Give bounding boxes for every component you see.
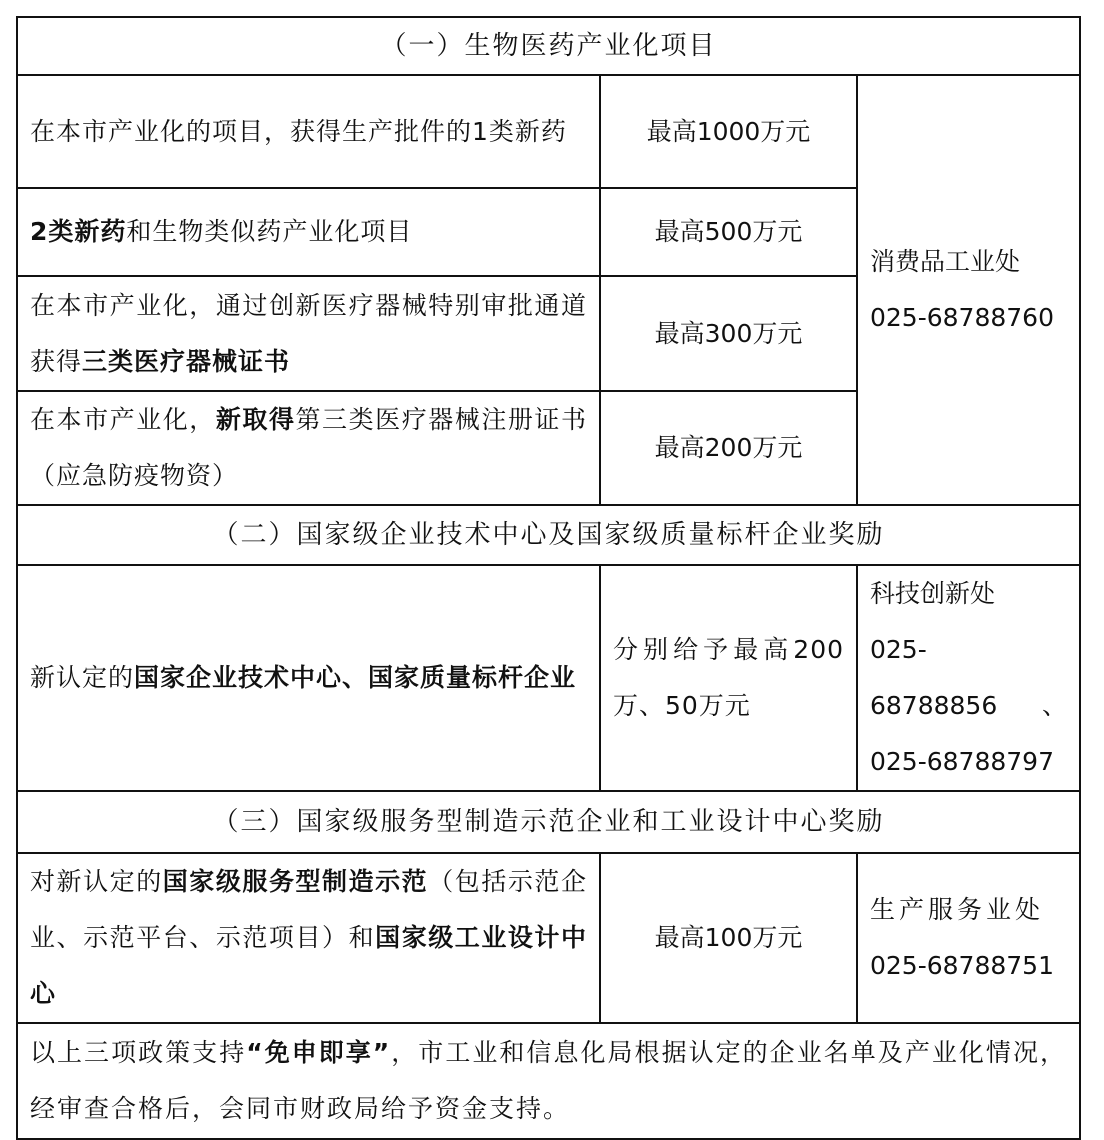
contact-phone: 025-68788797 (870, 747, 1054, 776)
section-2-row-1-amount: 分别给予最高200万、50万元 (600, 565, 857, 791)
policy-table (16, 16, 1081, 1140)
text-segment: 以上三项政策支持 (30, 1038, 247, 1067)
contact-separator: 、 (1041, 691, 1067, 720)
text-segment: 和生物类似药产业化项目 (126, 217, 413, 246)
text-segment: 在本市产业化的项目，获得生产批件的1类新药 (30, 116, 567, 146)
text-segment: 2类新药 (30, 217, 127, 246)
section-1-contact (857, 75, 1080, 505)
contact-phone: 025-68788760 (870, 303, 1054, 332)
text-segment: 国家企业技术中心、国家质量标杆企业 (134, 663, 577, 692)
section-1-row-3-desc (17, 276, 600, 391)
contact-phone: 025-68788751 (870, 951, 1054, 980)
text-segment: 在本市产业化，通过创新医疗器械特别审批通道获得 (30, 290, 587, 376)
section-3-row-1-desc (17, 853, 600, 1023)
section-1-row-1-desc (17, 75, 600, 188)
text-segment: 国家级服务型制造示范 (162, 867, 429, 896)
text-segment: 三类医疗器械证书 (82, 346, 291, 376)
contact-dept: 消费品工业处 (870, 247, 1021, 276)
section-2-contact (857, 565, 1080, 791)
footer-note (17, 1023, 1080, 1139)
text-segment: 新取得 (215, 405, 296, 434)
text-segment: 第三类医疗器械注册证书（应急防疫物资） (30, 405, 587, 490)
text-segment: 对新认定的 (30, 867, 163, 896)
section-3-row-1-amount: 最高100万元 (600, 853, 857, 1023)
section-1-title: （一）生物医药产业化项目 (17, 17, 1080, 75)
text-segment: 在本市产业化， (30, 405, 216, 434)
text-segment: 国家级工业设计中心 (30, 923, 587, 1008)
contact-phone: 025- (870, 635, 927, 664)
section-1-row-4-desc (17, 391, 600, 505)
section-1-row-1-amount: 最高1000万元 (600, 75, 857, 188)
section-3-title: （三）国家级服务型制造示范企业和工业设计中心奖励 (17, 791, 1080, 853)
section-1-row-3-amount: 最高300万元 (600, 276, 857, 391)
contact-phone: 68788856 (870, 691, 998, 720)
section-1-row-4-amount: 最高200万元 (600, 391, 857, 505)
section-2-title: （二）国家级企业技术中心及国家级质量标杆企业奖励 (17, 505, 1080, 565)
section-2-row-1-desc (17, 565, 600, 791)
contact-dept: 科技创新处 (870, 579, 996, 608)
section-1-row-2-desc (17, 188, 600, 276)
contact-dept: 生产服务业处 (870, 895, 1045, 924)
text-segment: （包括示范企业、示范平台、示范项目）和 (30, 867, 587, 952)
text-segment: 新认定的 (30, 663, 135, 692)
section-3-contact (857, 853, 1080, 1023)
text-segment: “免申即享” (246, 1038, 392, 1067)
text-segment: ，市工业和信息化局根据认定的企业名单及产业化情况，经审查合格后，会同市财政局给予资金支持。 (30, 1038, 1067, 1123)
section-1-row-2-amount: 最高500万元 (600, 188, 857, 276)
